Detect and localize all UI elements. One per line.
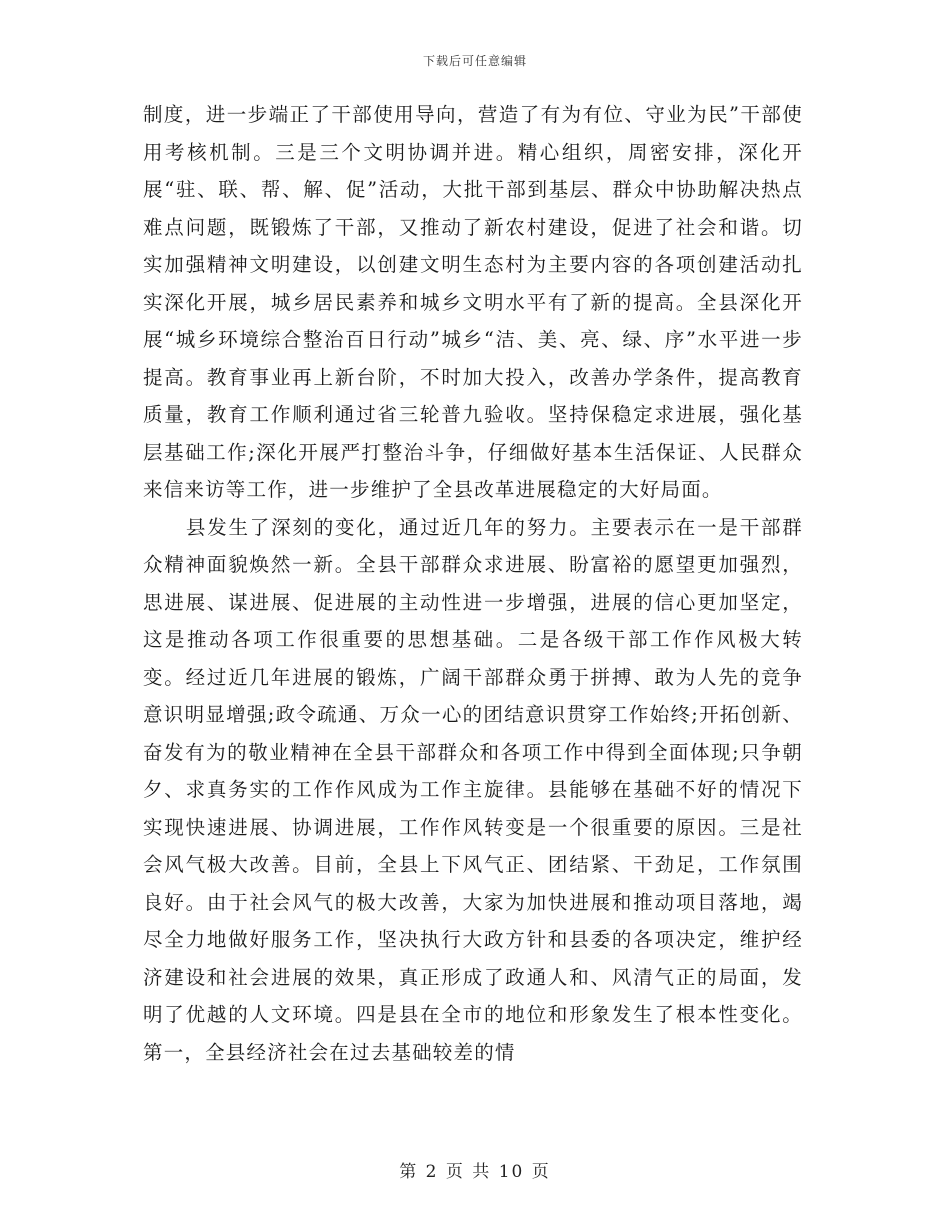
paragraph-continued: 制度，进一步端正了干部使用导向，营造了有为有位、守业为民”干部使用考核机制。三是三个文明协调并进。精心组织，周密安排，深化开展“驻、联、帮、解、促”活动，大批干部到基层、群众中协助解决热点难点问题，既锻炼了干部，又推动了新农村建设，促进了社会和谐。切实加强精神文明建设，以创建文明生态村为主要内容的各项创建活动扎实深化开展，城乡居民素养和城乡文明水平有了新的提高。全县深化开展“城乡环境综合整治百日行动”城乡“洁、美、亮、绿、序”水平进一步提高。教育事业再上新台阶，不时加大投入，改善办学条件，提高教育质量，教育工作顺利通过省三轮普九验收。坚持保稳定求进展，强化基层基础工作;深化开展严打整治斗争，仔细做好基本生活保证、人民群众来信来访等工作，进一步维护了全县改革进展稳定的大好局面。 [143, 103, 803, 501]
paragraph: 县发生了深刻的变化，通过近几年的努力。主要表示在一是干部群众精神面貌焕然一新。全县干部群众求进展、盼富裕的愿望更加强烈，思进展、谋进展、促进展的主动性进一步增强，进展的信心更加坚定，这是推动各项工作很重要的思想基础。二是各级干部工作作风极大转变。经过近几年进展的锻炼，广阔干部群众勇于拼搏、敢为人先的竞争意识明显增强;政令疏通、万众一心的团结意识贯穿工作始终;开拓创新、奋发有为的敬业精神在全县干部群众和各项工作中得到全面体现;只争朝夕、求真务实的工作作风成为工作主旋律。县能够在基础不好的情况下实现快速进展、协调进展，工作作风转变是一个很重要的原因。三是社会风气极大改善。目前，全县上下风气正、团结紧、干劲足，工作氛围良好。由于社会风气的极大改善，大家为加快进展和推动项目落地，竭尽全力地做好服务工作，坚决执行大政方针和县委的各项决定，维护经济建设和社会进展的效果，真正形成了政通人和、风清气正的局面，发明了优越的人文环境。四是县在全市的地位和形象发生了根本性变化。第一，全县经济社会在过去基础较差的情 [143, 515, 803, 1064]
document-body [143, 96, 803, 1071]
page-header: 下载后可任意编辑 [422, 54, 527, 68]
page-number: 第 2 页 共 10 页 [399, 1162, 551, 1182]
